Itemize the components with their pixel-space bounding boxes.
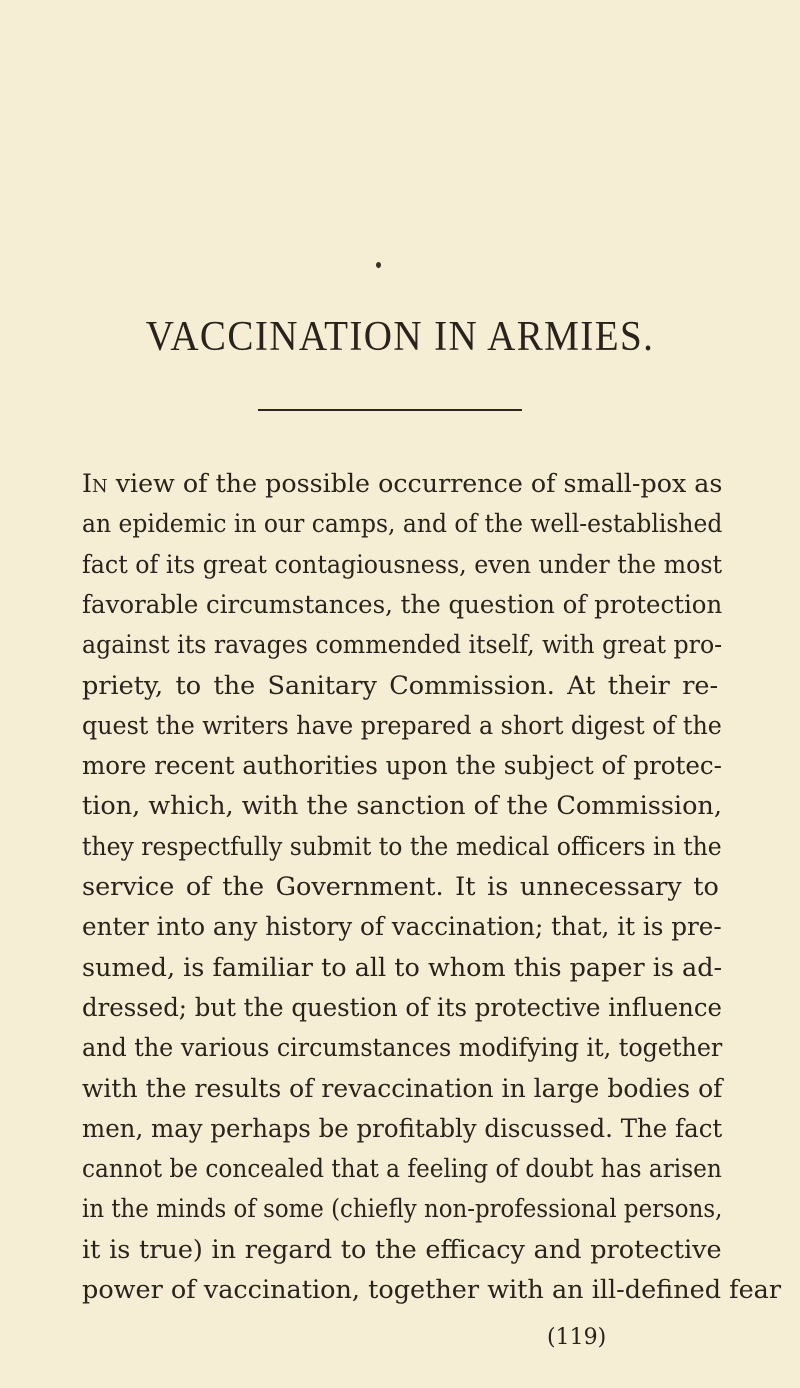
text-line: service of the Government. It is unnecessary to [82, 872, 719, 902]
text-line: cannot be concealed that a feeling of doubt has arisen [82, 1154, 722, 1185]
text-line: they respectfully submit to the medical officers in the [82, 831, 722, 862]
text-line: in the minds of some (chiefly non-professional persons, [82, 1194, 723, 1225]
text-line: favorable circumstances, the question of protection [82, 589, 723, 620]
text-line: an epidemic in our camps, and of the well-established [82, 509, 723, 540]
text-line: with the results of revaccination in large bodies of [82, 1073, 723, 1104]
page-number: (119) [547, 1325, 607, 1350]
text-line [82, 462, 722, 506]
text-line: men, may perhaps be profitably discussed. The fact [82, 1113, 723, 1144]
ink-speck [376, 262, 381, 268]
text-line: tion, which, with the sanction of the Commission, [82, 791, 722, 822]
text-line: fact of its great contagiousness, even under the most [82, 549, 723, 580]
text-line: priety, to the Sanitary Commission. At their re- [82, 670, 719, 701]
text-line: against its ravages commended itself, with great pro- [82, 630, 723, 661]
text-line: power of vaccination, together with an ill-defined fear [82, 1275, 782, 1305]
text-line: quest the writers have prepared a short digest of the [82, 710, 722, 741]
text-line: enter into any history of vaccination; that, it is pre- [82, 912, 722, 943]
text-line: it is true) in regard to the efficacy and protective [82, 1234, 722, 1265]
text-line: more recent authorities upon the subject of protec- [82, 751, 722, 782]
text-line: and the various circumstances modifying it, together [82, 1033, 723, 1064]
text-line: dressed; but the question of its protective influence [82, 992, 722, 1023]
chapter-title: VACCINATION IN ARMIES. [145, 314, 655, 360]
text-line: sumed, is familiar to all to whom this paper is ad- [82, 952, 723, 983]
title-rule [258, 409, 522, 411]
line-text: view of the possible occurrence of small-pox as [107, 469, 723, 499]
drop-word: In [82, 469, 108, 499]
